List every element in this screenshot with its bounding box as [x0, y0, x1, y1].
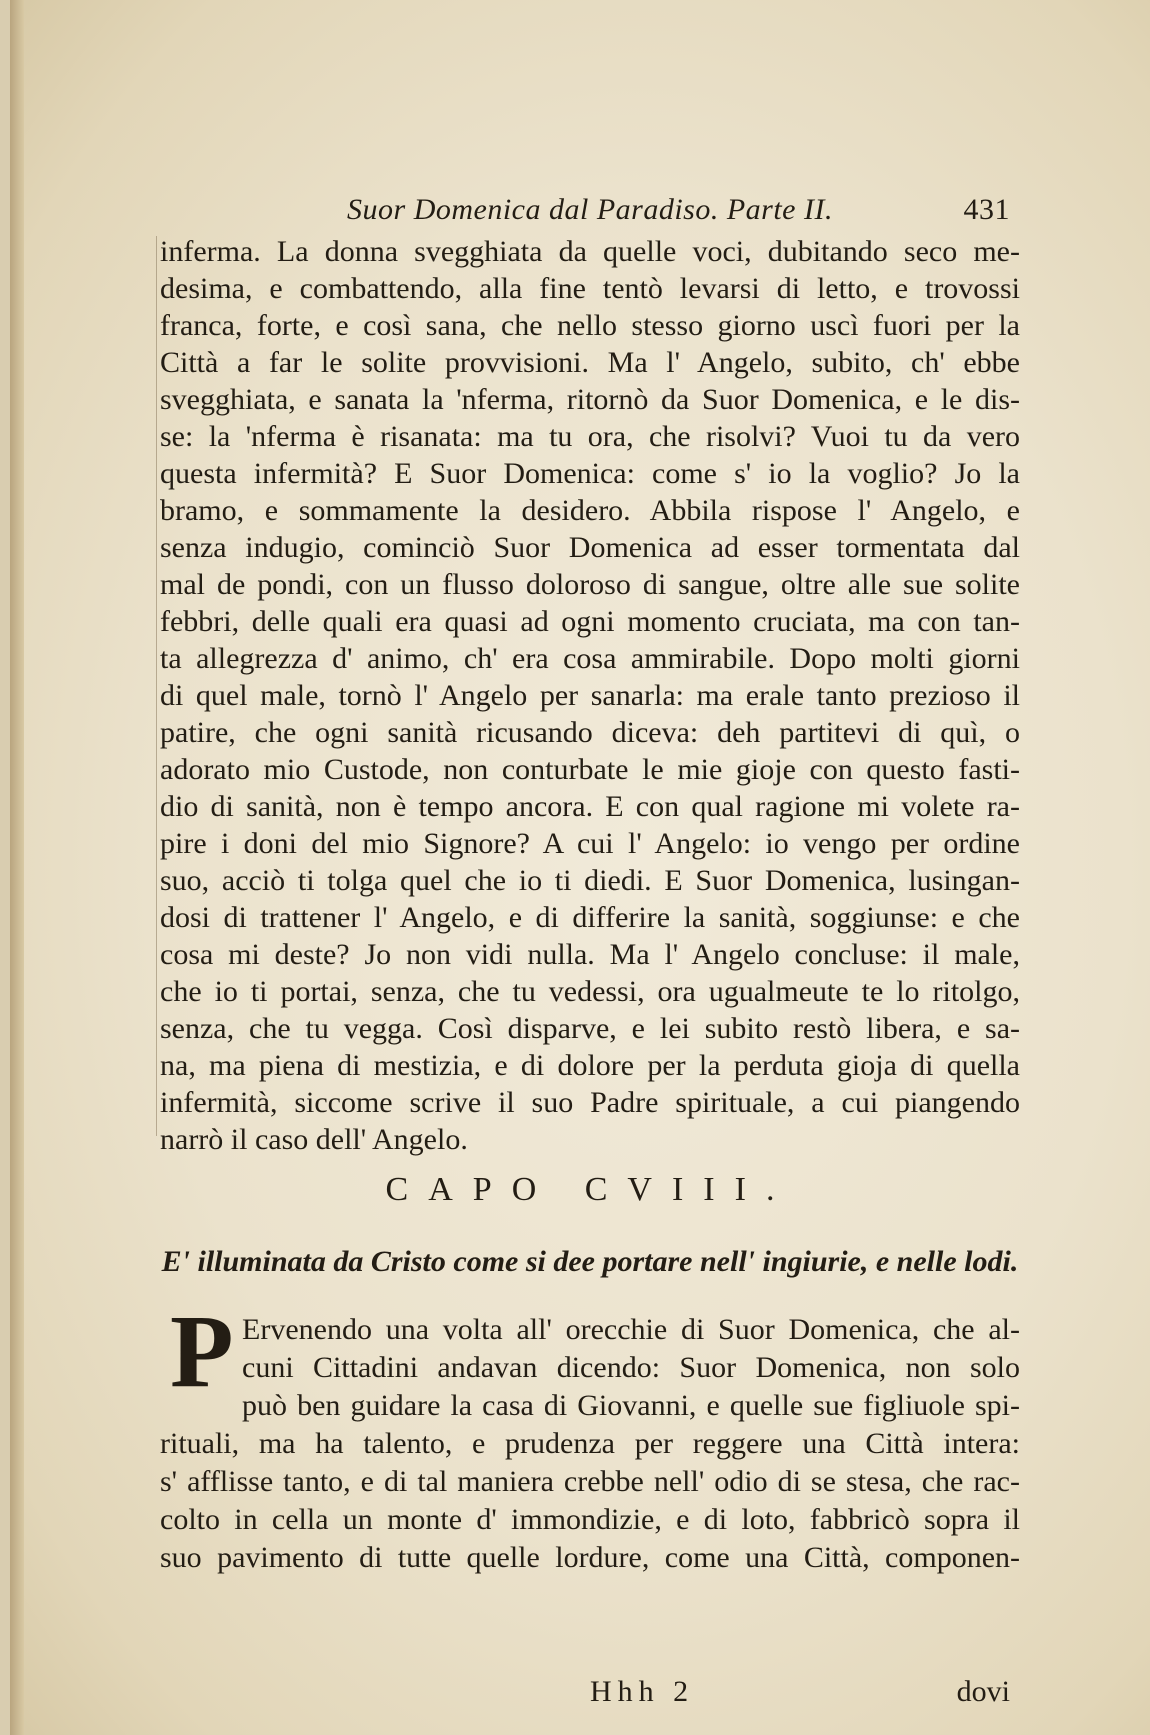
- catchword: dovi: [956, 1675, 1010, 1708]
- text-line: bramo, e sommamente la desidero. Abbila rispose l' Angelo, e: [160, 494, 1020, 527]
- text-line: Città a far le solite provvisioni. Ma l' Angelo, subito, ch' ebbe: [160, 346, 1020, 379]
- text-line: se: la 'nferma è risanata: ma tu ora, che risolvi? Vuoi tu da vero: [160, 420, 1020, 453]
- page-left-edge: [10, 0, 24, 1735]
- text-line: senza, che tu vegga. Così disparve, e lei subito restò libera, e sa-: [160, 1012, 1020, 1045]
- signature-mark: Hhh 2: [590, 1675, 695, 1708]
- text-line: suo pavimento di tutte quelle lordure, come una Città, componen-: [160, 1541, 1020, 1574]
- running-head: [160, 190, 1020, 230]
- text-line: che io ti portai, senza, che tu vedessi, ora ugualmeute te lo ritolgo,: [160, 975, 1020, 1008]
- drop-cap: P: [170, 1294, 234, 1409]
- text-line: narrò il caso dell' Angelo.: [160, 1123, 468, 1156]
- text-line: franca, forte, e così sana, che nello stesso giorno uscì fuori per la: [160, 309, 1020, 342]
- margin-rule: [156, 236, 157, 1136]
- book-page: [10, 0, 1150, 1735]
- text-line: inferma. La donna svegghiata da quelle voci, dubitando seco me-: [160, 235, 1020, 268]
- text-line: ta allegrezza d' animo, ch' era cosa ammirabile. Dopo molti giorni: [160, 642, 1020, 675]
- chapter-summary: E' illuminata da Cristo come si dee portare nell' ingiurie, e nelle lodi.: [161, 1245, 1019, 1278]
- text-line: rituali, ma ha talento, e prudenza per reggere una Città intera:: [160, 1427, 1020, 1460]
- text-line: cosa mi deste? Jo non vidi nulla. Ma l' Angelo concluse: il male,: [160, 938, 1020, 971]
- text-line: dosi di trattener l' Angelo, e di differire la sanità, soggiunse: e che: [160, 901, 1020, 934]
- running-head-title: Suor Domenica dal Paradiso. Parte II.: [347, 193, 833, 226]
- text-line: svegghiata, e sanata la 'nferma, ritornò da Suor Domenica, e le dis-: [160, 383, 1020, 416]
- text-line: patire, che ogni sanità ricusando diceva: deh partitevi di quì, o: [160, 716, 1020, 749]
- text-line: di quel male, tornò l' Angelo per sanarla: ma erale tanto prezioso il: [160, 679, 1020, 712]
- page-number: 431: [963, 193, 1010, 226]
- text-line: febbri, delle quali era quasi ad ogni momento cruciata, ma con tan-: [160, 605, 1020, 638]
- text-line: può ben guidare la casa di Giovanni, e quelle sue figliuole spi-: [242, 1389, 1020, 1422]
- text-line: na, ma piena di mestizia, e di dolore per la perduta gioja di quella: [160, 1049, 1020, 1082]
- text-line: cuni Cittadini andavan dicendo: Suor Domenica, non solo: [242, 1351, 1020, 1384]
- text-line: pire i doni del mio Signore? A cui l' Angelo: io vengo per ordine: [160, 827, 1020, 860]
- text-line: senza indugio, cominciò Suor Domenica ad esser tormentata dal: [160, 531, 1020, 564]
- text-line: desima, e combattendo, alla fine tentò levarsi di letto, e trovossi: [160, 272, 1020, 305]
- chapter-heading: CAPO CVIII.: [385, 1171, 795, 1208]
- text-line: Ervenendo una volta all' orecchie di Suor Domenica, che al-: [242, 1313, 1020, 1346]
- text-line: mal de pondi, con un flusso doloroso di sangue, oltre alle sue solite: [160, 568, 1020, 601]
- text-line: dio di sanità, non è tempo ancora. E con qual ragione mi volete ra-: [160, 790, 1020, 823]
- text-line: suo, acciò ti tolga quel che io ti diedi. E Suor Domenica, lusingan-: [160, 864, 1020, 897]
- text-line: questa infermità? E Suor Domenica: come s' io la voglio? Jo la: [160, 457, 1020, 490]
- text-line: colto in cella un monte d' immondizie, e di loto, fabbricò sopra il: [160, 1503, 1020, 1536]
- text-line: adorato mio Custode, non conturbate le mie gioje con questo fasti-: [160, 753, 1020, 786]
- text-line: infermità, siccome scrive il suo Padre spirituale, a cui piangendo: [160, 1086, 1020, 1119]
- text-line: s' afflisse tanto, e di tal maniera crebbe nell' odio di se stesa, che rac-: [160, 1465, 1020, 1498]
